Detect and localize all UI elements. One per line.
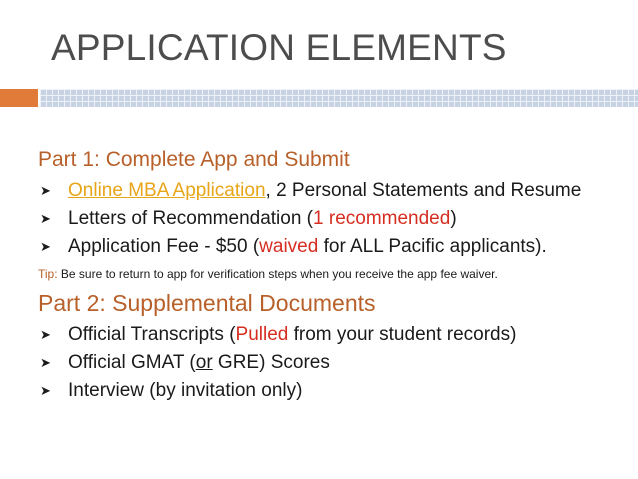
slide-body <box>38 145 628 403</box>
emphasis-text: Pulled <box>235 324 289 345</box>
list-item-transcripts <box>38 323 628 347</box>
arrowhead-bullet-icon: ➤ <box>40 327 51 342</box>
emphasis-text: waived <box>259 236 319 257</box>
list-item-text: Application Fee - $50 ( <box>68 236 260 257</box>
tip-note <box>38 265 628 283</box>
arrowhead-bullet-icon: ➤ <box>40 383 51 398</box>
arrowhead-bullet-icon: ➤ <box>40 183 51 198</box>
arrowhead-bullet-icon: ➤ <box>40 355 51 370</box>
tip-text: Be sure to return to app for verification steps when you receive the app fee waiver. <box>57 267 498 281</box>
title-grid-bar <box>40 89 638 107</box>
emphasis-text: 1 recommended <box>313 208 451 229</box>
list-item-text: Official Transcripts ( <box>68 324 236 345</box>
list-item-application-fee <box>38 235 628 259</box>
online-mba-application-link[interactable]: Online MBA Application <box>68 180 266 201</box>
list-item-text: ) <box>450 208 457 229</box>
list-item-recommendation <box>38 207 628 231</box>
list-item-gmat-scores <box>38 351 628 375</box>
list-item-text: for ALL Pacific applicants). <box>318 236 547 257</box>
arrowhead-bullet-icon: ➤ <box>40 211 51 226</box>
part1-heading: Part 1: Complete App and Submit <box>38 148 350 171</box>
arrowhead-bullet-icon: ➤ <box>40 239 51 254</box>
list-item-online-application <box>38 179 628 203</box>
slide-title: APPLICATION ELEMENTS <box>51 27 507 68</box>
list-item-text: Letters of Recommendation ( <box>68 208 314 229</box>
list-item-text: , 2 Personal Statements and Resume <box>265 180 582 201</box>
list-item-text: GRE) Scores <box>212 352 330 373</box>
list-item-interview <box>38 379 628 403</box>
list-item-text: Official GMAT ( <box>68 352 196 373</box>
title-accent-bar <box>0 89 38 107</box>
list-item-text: Interview (by invitation only) <box>68 380 303 401</box>
tip-label: Tip: <box>38 267 58 281</box>
underlined-text: or <box>195 352 213 373</box>
list-item-text: from your student records) <box>288 324 517 345</box>
part2-heading: Part 2: Supplemental Documents <box>38 290 376 316</box>
